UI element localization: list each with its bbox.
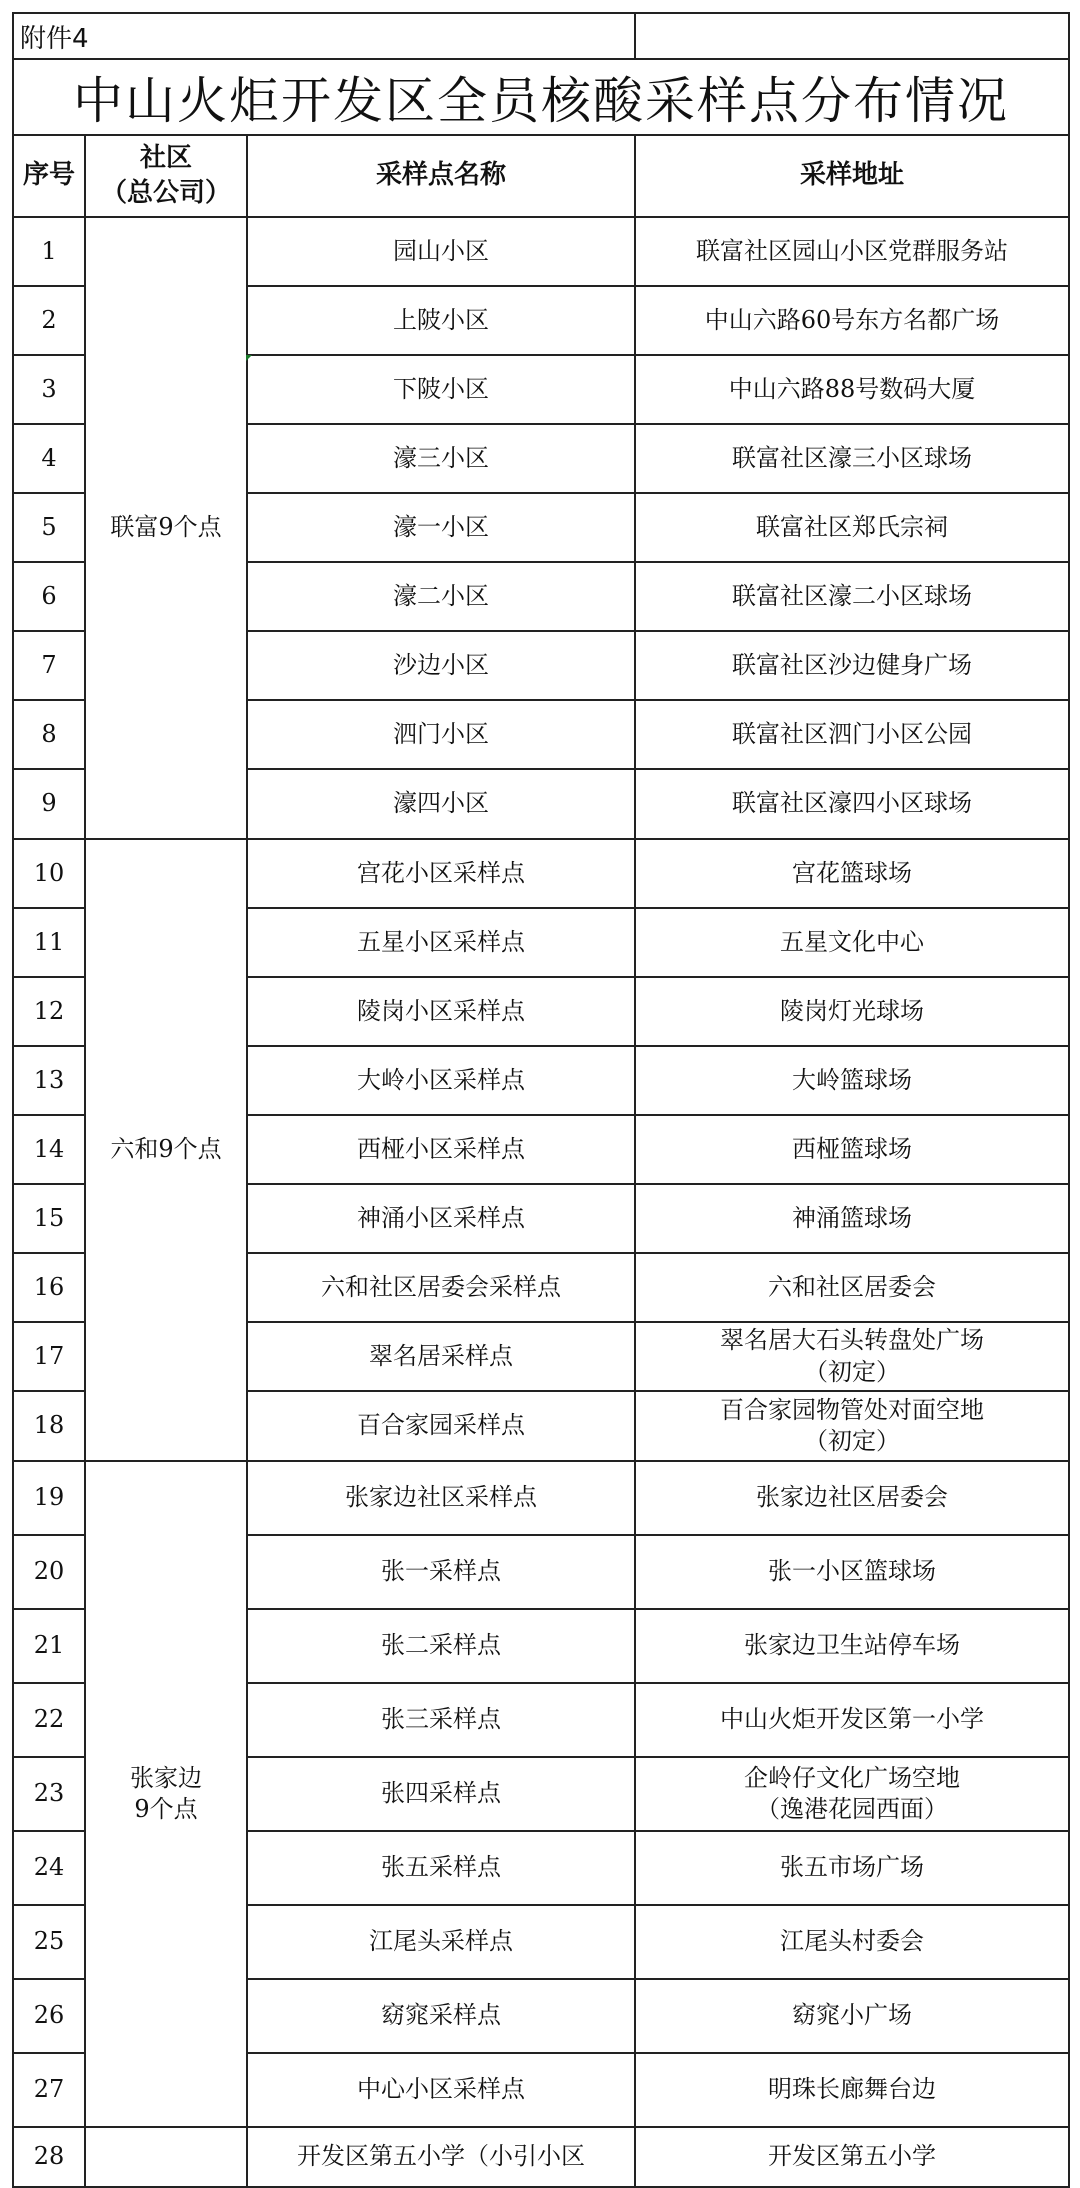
cell-site-name — [247, 2053, 635, 2127]
cell-index: 6 — [13, 562, 85, 631]
sampling-site-table — [12, 12, 1070, 2188]
cell-address — [635, 1391, 1069, 1461]
cell-site-name — [247, 1905, 635, 1979]
cell-index: 22 — [13, 1683, 85, 1757]
cell-site-name — [247, 1979, 635, 2053]
cell-address — [635, 769, 1069, 839]
address-line: 联富社区郑氏宗祠 — [756, 512, 948, 541]
address-line: 联富社区濠三小区球场 — [732, 443, 972, 472]
site-name-line: 江尾头采样点 — [369, 1927, 513, 1956]
cell-address — [635, 839, 1069, 908]
cell-address — [635, 631, 1069, 700]
cell-site-name — [247, 217, 635, 286]
cell-address — [635, 1461, 1069, 1535]
cell-address — [635, 1757, 1069, 1831]
cell-address — [635, 1535, 1069, 1609]
cell-index: 10 — [13, 839, 85, 908]
address-line: 企岭仔文化广场空地 — [744, 1763, 960, 1792]
address-line: 联富社区园山小区党群服务站 — [696, 236, 1008, 265]
table-row — [13, 839, 1069, 908]
table-header-row — [13, 135, 1069, 217]
address-line: 陵岗灯光球场 — [780, 996, 924, 1025]
address-line: 张一小区篮球场 — [768, 1557, 936, 1586]
site-name-line: 泗门小区 — [393, 719, 489, 748]
table-row — [13, 2127, 1069, 2187]
cell-site-name — [247, 1253, 635, 1322]
cell-index: 13 — [13, 1046, 85, 1115]
site-name-line: 张三采样点 — [381, 1705, 501, 1734]
address-line: （逸港花园西面） — [756, 1795, 948, 1823]
community-line: 9个点 — [134, 1795, 198, 1823]
cell-index: 17 — [13, 1322, 85, 1391]
site-name-line: 濠一小区 — [393, 512, 489, 541]
header-community — [85, 135, 247, 217]
cell-index: 1 — [13, 217, 85, 286]
site-name-line: 张二采样点 — [381, 1631, 501, 1660]
address-line: 江尾头村委会 — [780, 1927, 924, 1956]
cell-site-name — [247, 424, 635, 493]
cell-site-name — [247, 1609, 635, 1683]
address-line: 明珠长廊舞台边 — [768, 2075, 936, 2104]
cell-site-name — [247, 1461, 635, 1535]
site-name-line: 濠四小区 — [393, 789, 489, 818]
cell-index: 28 — [13, 2127, 85, 2187]
cell-site-name — [247, 1535, 635, 1609]
site-name-line: 六和社区居委会采样点 — [321, 1272, 561, 1301]
address-line: 开发区第五小学 — [768, 2142, 936, 2171]
address-line: 窈窕小广场 — [792, 2001, 912, 2030]
community-line: 张家边 — [130, 1763, 202, 1792]
address-line: 张家边卫生站停车场 — [744, 1631, 960, 1660]
cell-site-name — [247, 631, 635, 700]
site-name-line: 神涌小区采样点 — [357, 1203, 525, 1232]
cell-community — [85, 217, 247, 839]
page-title: 中山火炬开发区全员核酸采样点分布情况 — [13, 59, 1069, 135]
cell-note-marker — [246, 355, 252, 361]
community-line: 六和9个点 — [110, 1135, 222, 1164]
site-name-line: 开发区第五小学（小引小区 — [297, 2142, 585, 2171]
cell-site-name — [247, 1831, 635, 1905]
site-name-line: 大岭小区采样点 — [357, 1065, 525, 1094]
cell-site-name — [247, 355, 635, 424]
address-line: 联富社区沙边健身广场 — [732, 650, 972, 679]
cell-address — [635, 1322, 1069, 1391]
cell-index: 5 — [13, 493, 85, 562]
address-line: 中山六路88号数码大厦 — [728, 374, 976, 403]
cell-community — [85, 839, 247, 1461]
header-site-name: 采样点名称 — [247, 135, 635, 217]
cell-site-name — [247, 1046, 635, 1115]
cell-index: 18 — [13, 1391, 85, 1461]
address-line: 中山六路60号东方名都广场 — [704, 305, 1000, 334]
site-name-line: 百合家园采样点 — [357, 1411, 525, 1440]
cell-index: 9 — [13, 769, 85, 839]
site-name-line: 濠二小区 — [393, 581, 489, 610]
table-row — [13, 1461, 1069, 1535]
cell-address — [635, 493, 1069, 562]
header-community-line2: （总公司） — [100, 178, 231, 208]
cell-address — [635, 977, 1069, 1046]
cell-site-name — [247, 286, 635, 355]
cell-address — [635, 2053, 1069, 2127]
address-line: 西桠篮球场 — [792, 1134, 912, 1163]
address-line: 联富社区濠二小区球场 — [732, 581, 972, 610]
cell-site-name — [247, 562, 635, 631]
site-name-line: 园山小区 — [393, 236, 489, 265]
address-line: 张五市场广场 — [780, 1853, 924, 1882]
cell-address — [635, 562, 1069, 631]
cell-index: 20 — [13, 1535, 85, 1609]
attachment-label: 附件4 — [13, 13, 635, 59]
site-name-line: 濠三小区 — [393, 443, 489, 472]
cell-address — [635, 1184, 1069, 1253]
empty-header-cell — [635, 13, 1069, 59]
cell-site-name — [247, 1184, 635, 1253]
site-name-line: 下陂小区 — [393, 374, 489, 403]
cell-site-name — [247, 769, 635, 839]
header-address: 采样地址 — [635, 135, 1069, 217]
cell-index: 21 — [13, 1609, 85, 1683]
cell-address — [635, 908, 1069, 977]
address-line: 张家边社区居委会 — [756, 1483, 948, 1512]
cell-address — [635, 1979, 1069, 2053]
cell-site-name — [247, 908, 635, 977]
site-name-line: 沙边小区 — [393, 650, 489, 679]
cell-address — [635, 1609, 1069, 1683]
spreadsheet — [12, 12, 1068, 2188]
cell-index: 4 — [13, 424, 85, 493]
cell-address — [635, 286, 1069, 355]
cell-index: 23 — [13, 1757, 85, 1831]
cell-site-name — [247, 1757, 635, 1831]
cell-address — [635, 1683, 1069, 1757]
cell-community — [85, 1461, 247, 2127]
cell-address — [635, 355, 1069, 424]
address-line: 联富社区濠四小区球场 — [732, 789, 972, 818]
cell-address — [635, 1253, 1069, 1322]
cell-index: 19 — [13, 1461, 85, 1535]
site-name-line: 张五采样点 — [381, 1853, 501, 1882]
cell-index: 26 — [13, 1979, 85, 2053]
address-line: 百合家园物管处对面空地 — [720, 1395, 984, 1424]
cell-address — [635, 217, 1069, 286]
cell-site-name — [247, 839, 635, 908]
cell-index: 8 — [13, 700, 85, 769]
table-row — [13, 217, 1069, 286]
site-name-line: 张一采样点 — [381, 1557, 501, 1586]
cell-site-name — [247, 1115, 635, 1184]
address-line: 大岭篮球场 — [792, 1065, 912, 1094]
site-name-line: 窈窕采样点 — [381, 2001, 501, 2030]
address-line: 中山火炬开发区第一小学 — [720, 1705, 984, 1734]
header-community-line1: 社区 — [139, 142, 192, 173]
cell-index: 25 — [13, 1905, 85, 1979]
site-name-line: 张四采样点 — [381, 1779, 501, 1808]
address-line: 神涌篮球场 — [792, 1203, 912, 1232]
cell-address — [635, 1115, 1069, 1184]
address-line: （初定） — [804, 1357, 900, 1386]
cell-site-name — [247, 493, 635, 562]
site-name-line: 翠名居采样点 — [369, 1341, 513, 1370]
cell-address — [635, 1831, 1069, 1905]
cell-community — [85, 2127, 247, 2187]
cell-site-name — [247, 977, 635, 1046]
cell-index: 16 — [13, 1253, 85, 1322]
site-name-line: 西桠小区采样点 — [357, 1134, 525, 1163]
cell-site-name — [247, 1683, 635, 1757]
cell-site-name — [247, 700, 635, 769]
community-line: 联富9个点 — [110, 513, 222, 542]
cell-index: 3 — [13, 355, 85, 424]
cell-index: 11 — [13, 908, 85, 977]
address-line: 六和社区居委会 — [768, 1272, 936, 1301]
site-name-line: 张家边社区采样点 — [345, 1483, 537, 1512]
cell-address — [635, 424, 1069, 493]
address-line: 联富社区泗门小区公园 — [732, 719, 972, 748]
cell-address — [635, 1905, 1069, 1979]
cell-site-name — [247, 1391, 635, 1461]
address-line: 宫花篮球场 — [792, 858, 912, 887]
address-line: 五星文化中心 — [780, 927, 924, 956]
site-name-line: 五星小区采样点 — [357, 927, 525, 956]
site-name-line: 陵岗小区采样点 — [357, 996, 525, 1025]
site-name-line: 宫花小区采样点 — [357, 858, 525, 887]
cell-index: 12 — [13, 977, 85, 1046]
cell-index: 2 — [13, 286, 85, 355]
cell-index: 14 — [13, 1115, 85, 1184]
site-name-line: 上陂小区 — [393, 305, 489, 334]
site-name-line: 中心小区采样点 — [357, 2075, 525, 2104]
cell-address — [635, 700, 1069, 769]
cell-site-name — [247, 2127, 635, 2187]
address-line: （初定） — [804, 1427, 900, 1455]
cell-index: 24 — [13, 1831, 85, 1905]
cell-index: 7 — [13, 631, 85, 700]
cell-address — [635, 2127, 1069, 2187]
cell-site-name — [247, 1322, 635, 1391]
cell-address — [635, 1046, 1069, 1115]
cell-index: 27 — [13, 2053, 85, 2127]
cell-index: 15 — [13, 1184, 85, 1253]
address-line: 翠名居大石头转盘处广场 — [720, 1326, 984, 1355]
header-index: 序号 — [13, 135, 85, 217]
